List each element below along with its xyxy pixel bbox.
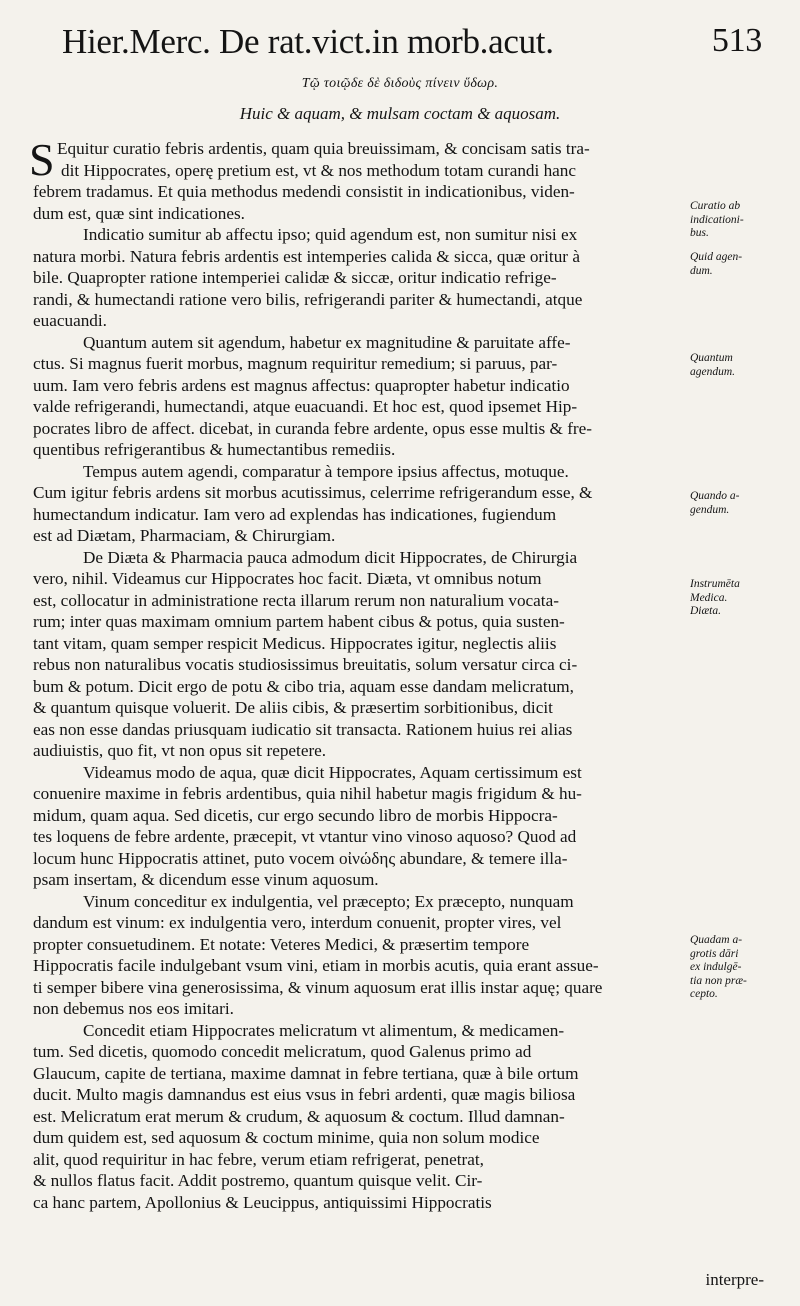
text-line: rum; inter quas maximam omnium partem habent cibus & potus, quia susten- (33, 612, 565, 631)
marginal-line: Quadam a- (690, 934, 743, 946)
text-line: pocrates libro de affect. dicebat, in curanda febre ardente, opus esse multis & fre- (33, 418, 592, 438)
paragraph (33, 224, 687, 332)
text-line: Cum igitur febris ardens sit morbus acutissimus, celerrime refrigerandum esse, & (33, 483, 593, 502)
text-line: audiuistis, quo fit, vt non opus sit repetere. (33, 741, 327, 760)
marginal-line: Quantum (690, 352, 733, 364)
text-line: Vinum conceditur ex indulgentia, vel præcepto; Ex præcepto, nunquam (83, 891, 574, 911)
marginal-line: Curatio ab (690, 200, 741, 212)
text-line: rebus non naturalibus vocatis studiosissimus breuitatis, solum versatur circa ci- (33, 655, 578, 674)
paragraph (33, 547, 687, 762)
text-line: est, collocatur in administratione recta illarum rerum non naturalium vocata- (33, 590, 559, 610)
text-line: Indicatio sumitur ab affectu ipso; quid agendum est, non sumitur nisi ex (83, 225, 578, 244)
marginal-note (690, 934, 800, 1002)
text-line: conuenire maxime in febris ardentibus, quia nihil habetur magis frigidum & hu- (33, 784, 582, 803)
body-text (29, 134, 687, 1213)
text-line: randi, & humectandi ratione vero bilis, refrigerandi pariter & humectandi, atque (33, 289, 583, 309)
greek-quotation: Τῷ τοιῷδε δὲ διδοὺς πίνειν ὕδωρ. (301, 76, 499, 91)
text-line: psam insertam, & dicendum esse vinum aquosum. (33, 870, 379, 889)
marginal-line: Instrumēta (690, 578, 740, 590)
text-line: est ad Diætam, Pharmaciam, & Chirurgiam. (33, 526, 336, 545)
text-line: tant vitam, quam semper respicit Medicus. Hippocrates igitur, neglectis aliis (33, 633, 557, 653)
text-line: tum. Sed dicetis, quomodo concedit melicratum, quod Galenus primo ad (33, 1042, 532, 1061)
text-line: ctus. Si magnus fuerit morbus, magnum requiritur remedium; si paruus, par- (33, 354, 558, 373)
text-line: propter consuetudinem. Et notate: Veteres Medici, & præsertim tempore (33, 934, 530, 954)
paragraph (33, 1020, 687, 1214)
paragraph (33, 461, 687, 547)
text-line: Tempus autem agendi, comparatur à tempore ipsius affectus, motuque. (83, 461, 569, 481)
text-line: eas non esse dandas priusquam iudicatio sit transacta. Rationem huius rei alias (33, 719, 573, 739)
text-line: ti semper bibere vina generosissima, & vinum aquosum erat illis instar aquę; quare (33, 977, 603, 997)
text-line: dit Hippocrates, operę pretium est, vt & nos methodum totam curandi hanc (61, 160, 577, 180)
text-line: dum est, quæ sint indicationes. (33, 203, 245, 223)
text-line: Hippocratis facile indulgebant vsum vini, etiam in morbis acutis, quia erant assue- (33, 956, 599, 975)
text-line: euacuandi. (33, 311, 107, 330)
text-line: non debemus nos eos imitari. (33, 999, 234, 1018)
text-line: ca hanc partem, Apollonius & Leucippus, antiquissimi Hippocratis (33, 1192, 492, 1212)
text-line: Quantum autem sit agendum, habetur ex magnitudine & paruitate affe- (83, 332, 571, 352)
text-line: ducit. Multo magis damnandus est eius vsus in febri ardenti, quæ magis biliosa (33, 1085, 576, 1104)
marginal-line: gendum. (690, 503, 730, 516)
marginal-line: agendum. (690, 365, 736, 378)
text-line: humectandum indicatur. Iam vero ad explendas has indicationes, fugiendum (33, 504, 557, 524)
paragraph (29, 134, 687, 224)
marginal-note (690, 490, 800, 517)
marginal-line: ex indulgē- (690, 961, 742, 973)
text-line: Glaucum, capite de tertiana, maxime damnat in febre tertiana, quæ à bile ortum (33, 1063, 579, 1083)
text-line: & nullos flatus facit. Addit postremo, quantum quisque velit. Cir- (33, 1171, 483, 1190)
text-line: tes loquens de febre ardente, præcepit, vt vtantur vino vinoso aquoso? Quod ad (33, 827, 577, 846)
text-line: uum. Iam vero febris ardens est magnus affectus: quapropter habetur indicatio (33, 375, 570, 395)
text-line: Concedit etiam Hippocrates melicratum vt alimentum, & medicamen- (83, 1020, 565, 1040)
marginal-line: bus. (690, 227, 709, 239)
marginal-line: Diæta. (690, 605, 721, 617)
running-title: Hier.Merc. De rat.vict.in morb.acut. (62, 22, 554, 61)
marginal-line: dum. (690, 264, 713, 277)
text-line: est. Melicratum erat merum & crudum, & aquosum & coctum. Illud damnan- (33, 1106, 565, 1126)
marginal-note (690, 352, 800, 379)
text-line: natura morbi. Natura febris ardentis est intemperies calida & sicca, quæ oritur à (33, 246, 580, 266)
text-line: midum, quam aqua. Sed dicetis, cur ergo secundo libro de morbis Hippocra- (33, 805, 558, 825)
marginal-line: Quando a- (690, 490, 740, 502)
text-line: valde refrigerandi, humectandi, atque euacuandi. Et hoc est, quod ipsemet Hip- (33, 397, 578, 416)
text-line: bum & potum. Dicit ergo de potu & cibo tria, aquam esse dandam melicratum, (33, 676, 574, 696)
text-line: alit, quod requiritur in hac febre, verum etiam refrigerat, penetrat, (33, 1149, 484, 1169)
marginal-line: cepto. (690, 988, 718, 1000)
marginal-note (690, 251, 800, 278)
marginal-line: Medica. (690, 591, 728, 604)
text-line: Videamus modo de aqua, quæ dicit Hippocrates, Aquam certissimum est (83, 762, 582, 782)
text-line: dandum est vinum: ex indulgentia vero, interdum conuenit, propter vires, vel (33, 913, 562, 932)
text-line: Equitur curatio febris ardentis, quam quia breuissimam, & concisam satis tra- (57, 139, 590, 158)
text-line: bile. Quapropter ratione intemperiei calidæ & siccæ, oritur indicatio refrige- (33, 268, 557, 287)
text-line: vero, nihil. Videamus cur Hippocrates hoc facit. Diæta, vt omnibus notum (33, 569, 542, 588)
marginal-line: Quid agen- (690, 251, 743, 263)
marginal-line: indicationi- (690, 213, 744, 226)
running-head (62, 18, 762, 72)
latin-translation: Huic & aquam, & mulsam coctam & aquosam. (239, 104, 561, 123)
marginal-line: grotis dāri (690, 947, 739, 960)
text-line: febrem tradamus. Et quia methodus medendi consistit in indicationibus, viden- (33, 182, 575, 201)
text-line: De Diæta & Pharmacia pauca admodum dicit Hippocrates, de Chirurgia (83, 547, 578, 567)
paragraph (33, 891, 687, 1020)
marginal-note (690, 578, 800, 619)
catchword: interpre- (705, 1270, 764, 1289)
marginal-line: tia non præ- (690, 974, 747, 987)
text-line: & quantum quisque voluerit. De aliis cibis, & præsertim sorbitionibus, dicit (33, 698, 553, 717)
marginal-note (690, 200, 800, 241)
text-line: locum hunc Hippocratis attinet, puto vocem οἰνώδης abundare, & temere illa- (33, 848, 568, 868)
page-number: 513 (711, 22, 762, 59)
text-line: quentibus refrigerantibus & humectantibus remediis. (33, 440, 396, 459)
drop-cap: S (29, 134, 55, 185)
paragraph (33, 762, 687, 891)
paragraph (33, 332, 687, 461)
text-line: dum quidem est, sed aquosum & coctum minime, quia non solum modice (33, 1128, 540, 1147)
